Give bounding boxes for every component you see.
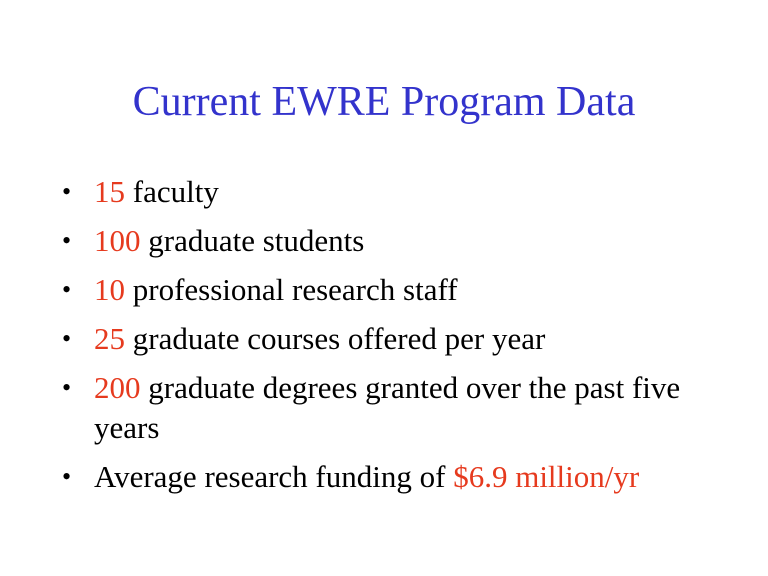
bullet-number: 200	[94, 370, 141, 405]
bullet-text: faculty	[125, 174, 219, 209]
bullet-text: graduate students	[140, 223, 365, 258]
bullet-text: graduate degrees granted over the past five years	[94, 370, 681, 445]
bullet-icon: •	[62, 275, 72, 304]
bullet-text: professional research staff	[125, 272, 458, 307]
slide-title: Current EWRE Program Data	[132, 79, 636, 125]
bullet-item-faculty	[62, 172, 742, 212]
bullet-text: graduate courses offered per year	[125, 321, 546, 356]
bullet-icon: •	[62, 324, 72, 353]
bullet-item-funding	[62, 457, 742, 497]
bullet-number: 100	[94, 223, 141, 258]
bullet-icon: •	[62, 373, 72, 402]
bullet-icon: •	[62, 177, 72, 206]
bullet-number: 15	[94, 174, 125, 209]
bullet-icon: •	[62, 226, 72, 255]
bullet-text: Average research funding of	[94, 459, 454, 494]
bullet-item-courses	[62, 319, 742, 359]
bullet-icon: •	[62, 462, 72, 491]
bullet-list	[62, 172, 742, 506]
bullet-number: 25	[94, 321, 125, 356]
bullet-item-degrees	[62, 368, 742, 448]
bullet-number: $6.9 million/yr	[453, 459, 640, 494]
bullet-item-staff	[62, 270, 742, 310]
bullet-item-students	[62, 221, 742, 261]
bullet-number: 10	[94, 272, 125, 307]
